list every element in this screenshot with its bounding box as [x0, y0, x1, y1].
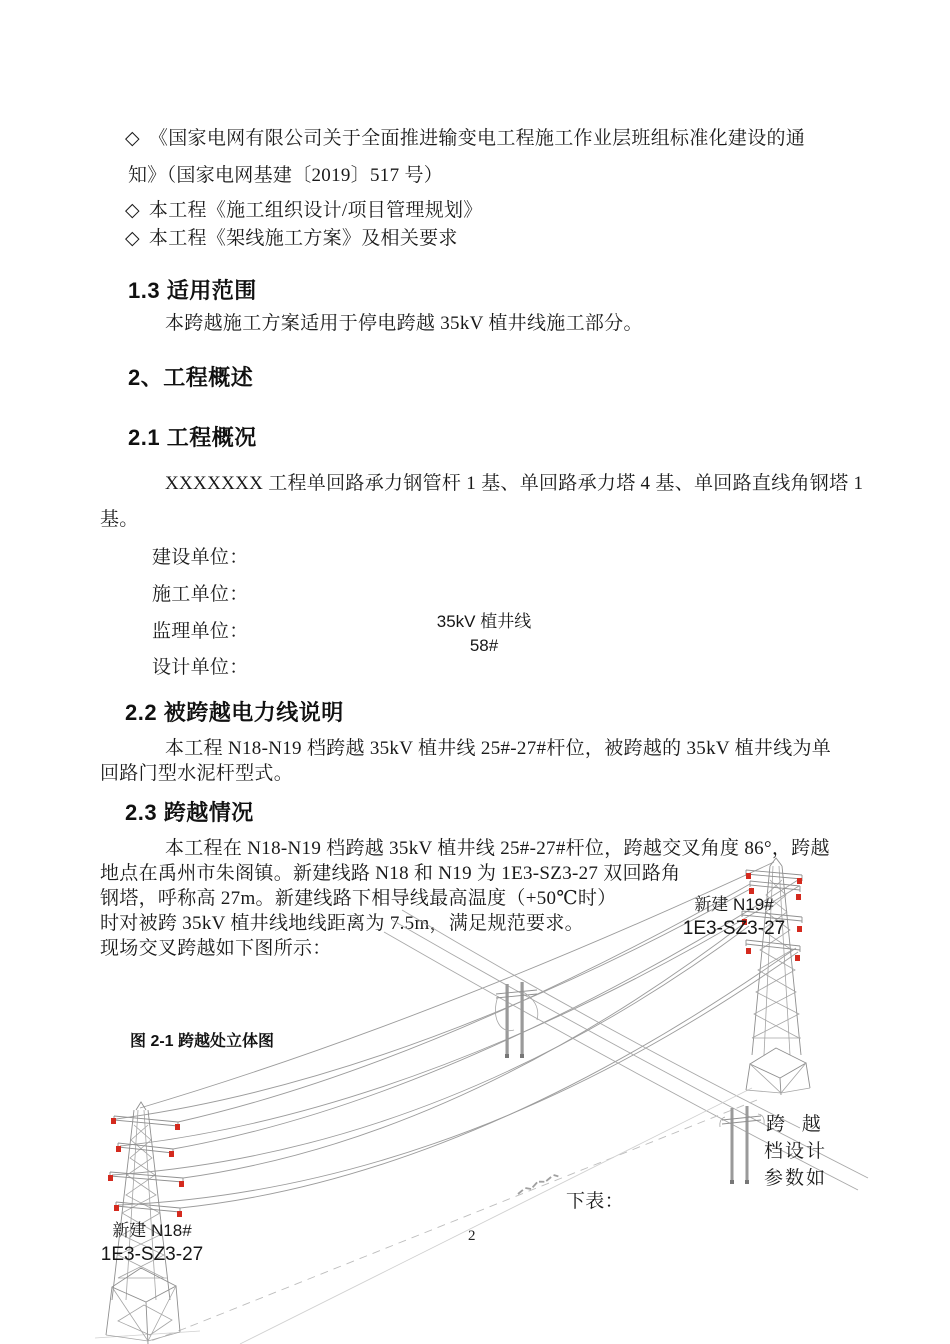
- overlay-label-pole-number: 58#: [469, 636, 499, 655]
- diamond-bullet-icon: ◇: [125, 128, 140, 149]
- section-2-3-body-line-1: 本工程在 N18-N19 档跨越 35kV 植井线 25#-27#杆位，跨越交叉角度 86°，跨越: [165, 838, 830, 859]
- tower-n19-label: [680, 893, 788, 941]
- reference-bullet-1-line-2: 知》（国家电网基建〔2019〕517 号）: [128, 165, 444, 186]
- section-2-3-body-line-5: 现场交叉跨越如下图所示：: [100, 938, 332, 959]
- section-2-3-wrap-line-3: 参数如: [764, 1168, 828, 1189]
- overlay-label-line-name: 35kV 植井线: [436, 612, 532, 631]
- tower-n18-name: 新建 N18#: [112, 1221, 192, 1240]
- section-2-1-body-line-1: XXXXXXX 工程单回路承力钢管杆 1 基、单回路承力塔 4 基、单回路直线角钢塔 1: [165, 473, 864, 494]
- section-2-2-body-line-2: 回路门型水泥杆型式。: [100, 763, 294, 784]
- section-2-3-wrap-tail: 下表：: [566, 1191, 624, 1212]
- reference-text: 《国家电网有限公司关于全面推进输变电工程施工作业层班组标准化建设的通: [148, 128, 806, 149]
- section-2-3-body-line-2: 地点在禹州市朱阁镇。新建线路 N18 和 N19 为 1E3-SZ3-27 双回路角: [100, 863, 681, 884]
- tower-n18-type: 1E3-SZ3-27: [100, 1244, 204, 1265]
- page-number: 2: [468, 1228, 476, 1244]
- section-2-2-body-line-1: 本工程 N18-N19 档跨越 35kV 植井线 25#-27#杆位，被跨越的 35kV 植井线为单: [165, 738, 832, 759]
- unit-label-designer: 设计单位：: [152, 657, 249, 678]
- diamond-bullet-icon: ◇: [125, 228, 140, 249]
- unit-label-contractor: 施工单位：: [152, 584, 249, 605]
- portal-pole-right: [720, 1106, 764, 1184]
- section-2-1-body-line-2: 基。: [100, 509, 139, 530]
- section-heading-2-3: 2.3 跨越情况: [125, 800, 254, 825]
- section-1-3-body: 本跨越施工方案适用于停电跨越 35kV 植井线施工部分。: [165, 313, 643, 334]
- section-2-3-wrap-line-2: 档设计: [764, 1141, 828, 1162]
- section-heading-1-3: 1.3 适用范围: [128, 278, 257, 303]
- section-heading-2: 2、工程概述: [128, 365, 254, 390]
- route-centerline-dashed: [186, 1100, 757, 1328]
- tower-n18-label: [96, 1219, 208, 1267]
- reference-text: 本工程《施工组织设计/项目管理规划》: [148, 200, 483, 221]
- ground-profile-line: [240, 1088, 752, 1344]
- section-heading-2-1: 2.1 工程概况: [128, 425, 257, 450]
- tower-n19-type: 1E3-SZ3-27: [682, 918, 786, 939]
- unit-label-construction-owner: 建设单位：: [152, 547, 249, 568]
- section-2-3-wrap-line-1: 跨 越: [766, 1114, 827, 1135]
- overlay-label-35kv-line: [428, 610, 540, 658]
- section-2-3-body-line-4: 时对被跨 35kV 植井线地线距离为 7.5m，满足规范要求。: [100, 913, 584, 934]
- reference-text: 本工程《架线施工方案》及相关要求: [148, 228, 458, 249]
- reference-bullet-1-line-1: [125, 127, 805, 151]
- crossing-span-3d-figure: [0, 850, 950, 1344]
- tower-n19-name: 新建 N19#: [694, 895, 774, 914]
- diamond-bullet-icon: ◇: [125, 200, 140, 221]
- section-2-3-body-line-3: 钢塔，呼称高 27m。新建线路下相导线最高温度（+50℃时）: [100, 888, 617, 909]
- unit-label-supervisor: 监理单位：: [152, 621, 249, 642]
- reference-bullet-3: [125, 227, 458, 251]
- section-heading-2-2: 2.2 被跨越电力线说明: [125, 700, 344, 725]
- route-annotation-marks: [516, 1174, 559, 1194]
- portal-pole-middle: [495, 982, 537, 1058]
- reference-bullet-2: [125, 199, 483, 223]
- figure-caption: 图 2-1 跨越处立体图: [130, 1033, 275, 1050]
